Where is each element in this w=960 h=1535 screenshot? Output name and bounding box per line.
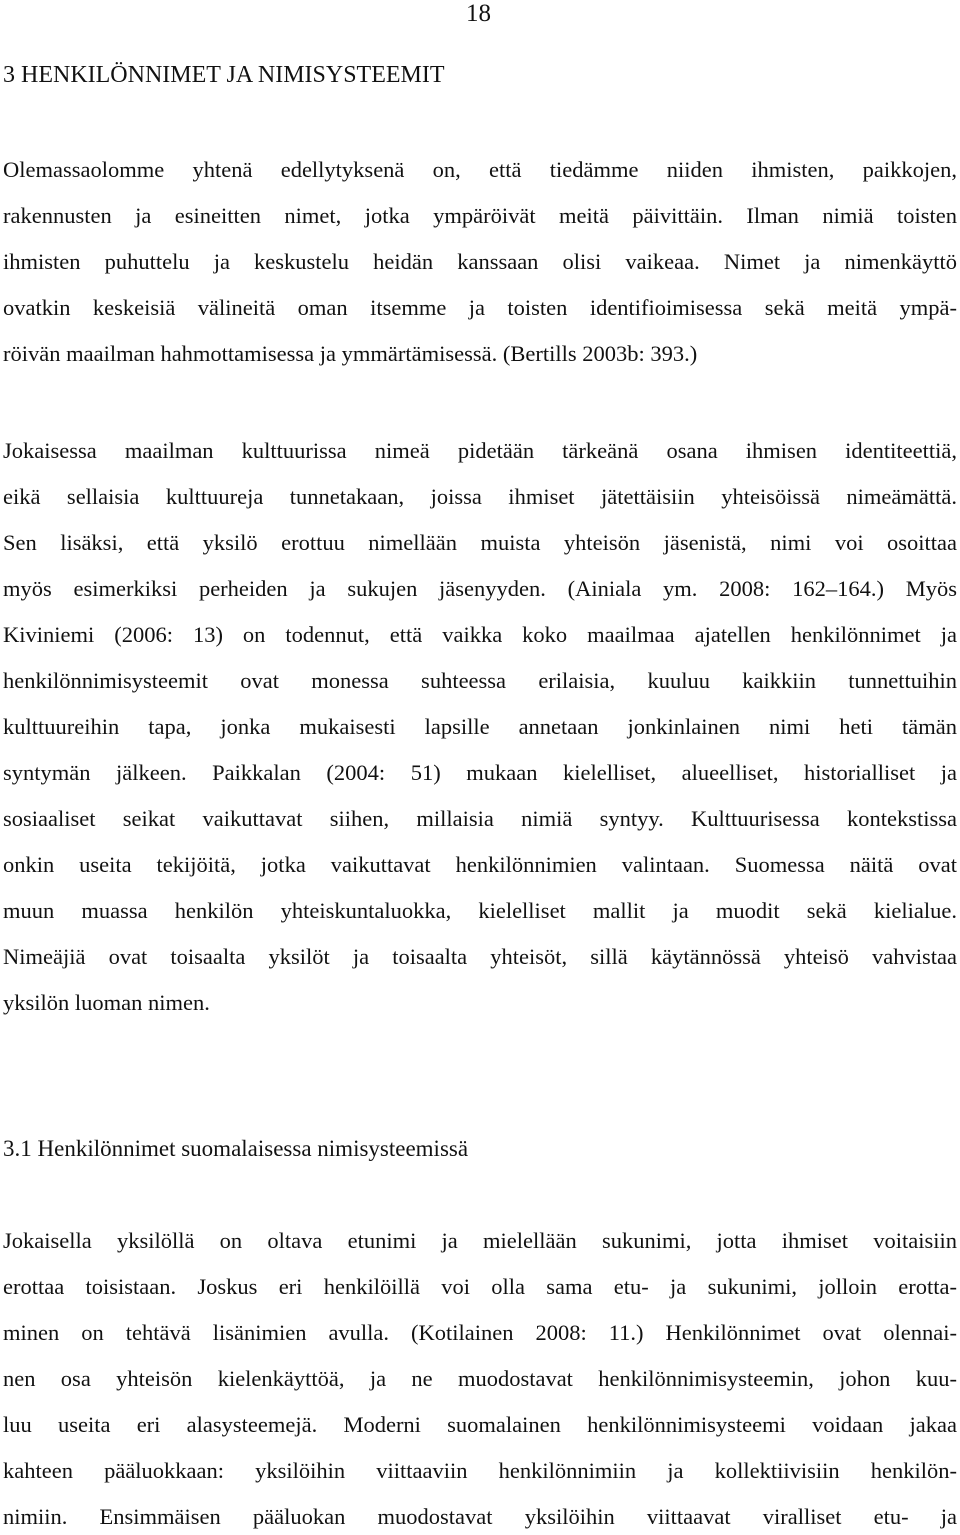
text-line: Sen lisäksi, että yksilö erottuu nimellään muista yhteisön jäsenistä, nimi voi osoittaa xyxy=(3,530,957,555)
text-line: minen on tehtävä lisänimien avulla. (Kotilainen 2008: 11.) Henkilönnimet ovat olennai- xyxy=(3,1320,957,1345)
text-line: yksilön luoman nimen. xyxy=(3,990,210,1015)
text-line: syntymän jälkeen. Paikkalan (2004: 51) mukaan kielelliset, alueelliset, historialliset ja xyxy=(3,760,957,785)
text-line: erottaa toisistaan. Joskus eri henkilöillä voi olla sama etu- ja sukunimi, jolloin erotta- xyxy=(3,1274,957,1299)
text-line: Nimeäjiä ovat toisaalta yksilöt ja toisaalta yhteisöt, sillä käytännössä yhteisö vahvistaa xyxy=(3,944,957,969)
text-line: ovatkin keskeisiä välineitä oman itsemme ja toisten identifioimisessa sekä meitä ympä- xyxy=(3,295,957,320)
text-line: Olemassaolomme yhtenä edellytyksenä on, että tiedämme niiden ihmisten, paikkojen, xyxy=(3,157,957,182)
page-number: 18 xyxy=(466,0,491,27)
text-line: eikä sellaisia kulttuureja tunnetakaan, joissa ihmiset jätettäisiin yhteisöissä nimeämättä. xyxy=(3,484,957,509)
text-line: onkin useita tekijöitä, jotka vaikuttavat henkilönnimien valintaan. Suomessa näitä ovat xyxy=(3,852,957,877)
text-line: kulttuureihin tapa, jonka mukaisesti lapsille annetaan jonkinlainen nimi heti tämän xyxy=(3,714,957,739)
text-line: nimiin. Ensimmäisen pääluokan muodostavat yksilöihin viittaavat viralliset etu- ja xyxy=(3,1504,957,1529)
chapter-heading: 3 HENKILÖNNIMET JA NIMISYSTEEMIT xyxy=(3,62,445,88)
text-line: kahteen pääluokkaan: yksilöihin viittaaviin henkilönnimiin ja kollektiivisiin henkilön- xyxy=(3,1458,957,1483)
text-line: sosiaaliset seikat vaikuttavat siihen, millaisia nimiä syntyy. Kulttuurisessa kontekstissa xyxy=(3,806,957,831)
text-line: muun muassa henkilön yhteiskuntaluokka, kielelliset mallit ja muodit sekä kielialue. xyxy=(3,898,957,923)
text-line: nen osa yhteisön kielenkäyttöä, ja ne muodostavat henkilönnimisysteemin, johon kuu- xyxy=(3,1366,957,1391)
text-line: henkilönnimisysteemit ovat monessa suhteessa erilaisia, kuuluu kaikkiin tunnettuihin xyxy=(3,668,957,693)
text-line: Jokaisessa maailman kulttuurissa nimeä pidetään tärkeänä osana ihmisen identiteettiä, xyxy=(3,438,957,463)
text-line: ihmisten puhuttelu ja keskustelu heidän kanssaan olisi vaikeaa. Nimet ja nimenkäyttö xyxy=(3,249,957,274)
text-line: Jokaisella yksilöllä on oltava etunimi ja mielellään sukunimi, jotta ihmiset voitaisiin xyxy=(3,1228,957,1253)
text-line: luu useita eri alasysteemejä. Moderni suomalainen henkilönnimisysteemi voidaan jakaa xyxy=(3,1412,957,1437)
text-line: Kiviniemi (2006: 13) on todennut, että vaikka koko maailmaa ajatellen henkilönnimet ja xyxy=(3,622,957,647)
text-line: röivän maailman hahmottamisessa ja ymmärtämisessä. (Bertills 2003b: 393.) xyxy=(3,341,698,366)
text-line: myös esimerkiksi perheiden ja sukujen jäsenyyden. (Ainiala ym. 2008: 162–164.) Myös xyxy=(3,576,957,601)
text-line: rakennusten ja esineitten nimet, jotka ympäröivät meitä päivittäin. Ilman nimiä toisten xyxy=(3,203,957,228)
section-heading: 3.1 Henkilönnimet suomalaisessa nimisysteemissä xyxy=(3,1136,469,1161)
